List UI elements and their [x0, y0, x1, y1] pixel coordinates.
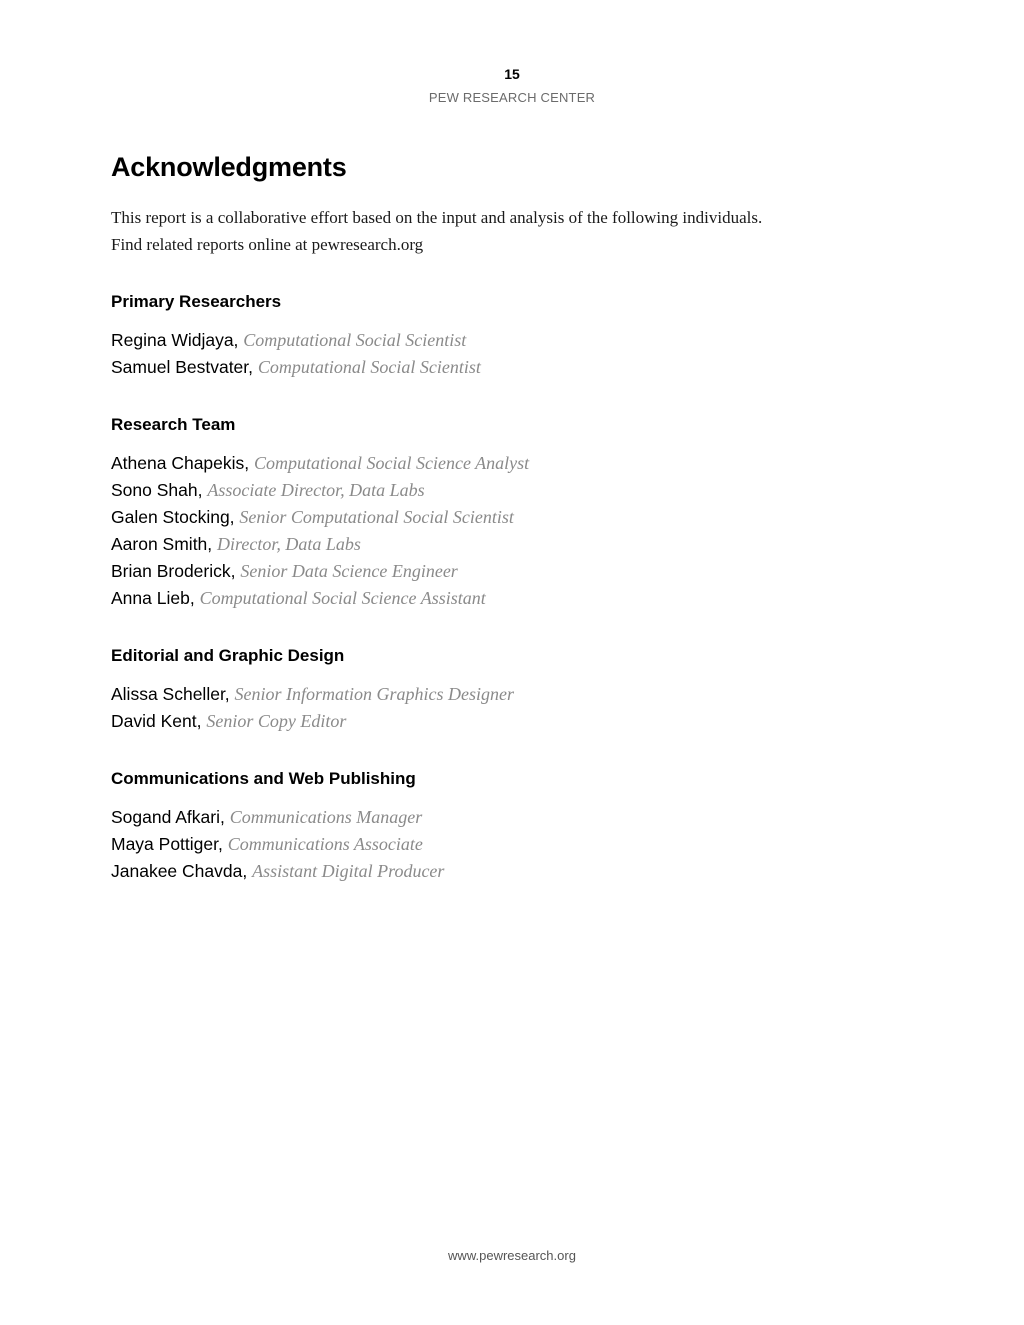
person-name: Samuel Bestvater, [111, 357, 254, 377]
person-entry [111, 531, 911, 558]
person-entry [111, 477, 911, 504]
person-name: Athena Chapekis, [111, 453, 250, 473]
person-name: Anna Lieb, [111, 588, 195, 608]
footer-url: www.pewresearch.org [448, 1248, 576, 1263]
person-entry [111, 504, 911, 531]
person-role: Director, Data Labs [217, 534, 361, 554]
section-heading: Editorial and Graphic Design [111, 646, 345, 665]
person-entry [111, 708, 911, 735]
section-heading: Primary Researchers [111, 292, 282, 311]
person-name: Regina Widjaya, [111, 330, 239, 350]
person-name: Sono Shah, [111, 480, 203, 500]
person-name: Brian Broderick, [111, 561, 236, 581]
person-entry [111, 831, 911, 858]
person-name: Aaron Smith, [111, 534, 213, 554]
organization-name: PEW RESEARCH CENTER [428, 90, 596, 105]
section-editorial-graphic-design [111, 645, 911, 735]
intro-line-2: Find related reports online at pewresearch.org [111, 235, 424, 254]
person-name: Galen Stocking, [111, 507, 235, 527]
person-role: Computational Social Science Assistant [199, 588, 486, 608]
person-entry [111, 450, 911, 477]
person-role: Senior Copy Editor [206, 711, 347, 731]
page-number: 15 [504, 66, 520, 82]
people-list [111, 450, 911, 612]
section-heading: Communications and Web Publishing [111, 769, 416, 788]
person-role: Computational Social Scientist [257, 357, 481, 377]
person-role: Computational Social Science Analyst [254, 453, 530, 473]
person-role: Associate Director, Data Labs [207, 480, 425, 500]
person-role: Senior Information Graphics Designer [234, 684, 515, 704]
person-role: Computational Social Scientist [243, 330, 467, 350]
person-entry [111, 354, 911, 381]
person-role: Assistant Digital Producer [252, 861, 445, 881]
person-entry [111, 804, 911, 831]
section-communications-web-publishing [111, 768, 911, 885]
page-title: Acknowledgments [111, 152, 347, 182]
section-research-team [111, 414, 911, 612]
people-list [111, 327, 911, 381]
people-list [111, 804, 911, 885]
person-name: Sogand Afkari, [111, 807, 225, 827]
person-name: Maya Pottiger, [111, 834, 223, 854]
intro-paragraph [111, 204, 911, 258]
person-entry [111, 681, 911, 708]
person-role: Communications Manager [229, 807, 423, 827]
section-heading: Research Team [111, 415, 236, 434]
person-entry [111, 585, 911, 612]
person-entry [111, 327, 911, 354]
section-primary-researchers [111, 291, 911, 381]
person-entry [111, 858, 911, 885]
person-name: Janakee Chavda, [111, 861, 248, 881]
intro-line-1: This report is a collaborative effort based on the input and analysis of the following individuals. [111, 208, 763, 227]
person-role: Communications Associate [227, 834, 423, 854]
person-entry [111, 558, 911, 585]
person-role: Senior Data Science Engineer [240, 561, 458, 581]
person-name: David Kent, [111, 711, 202, 731]
people-list [111, 681, 911, 735]
person-name: Alissa Scheller, [111, 684, 230, 704]
person-role: Senior Computational Social Scientist [239, 507, 514, 527]
main-content [111, 150, 911, 885]
